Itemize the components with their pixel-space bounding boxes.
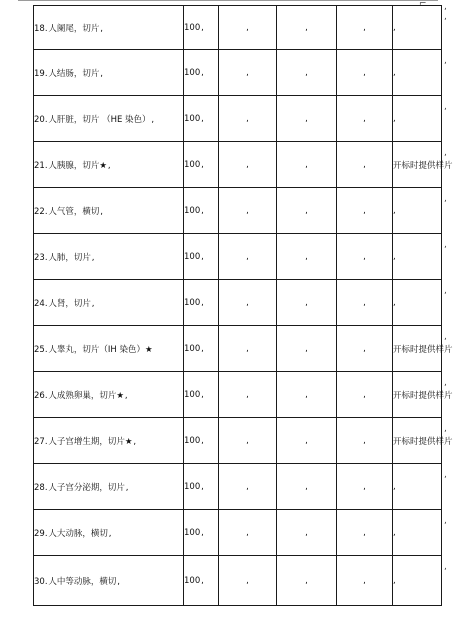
blank-cell: [277, 96, 337, 142]
note: 开标时提供样片: [393, 436, 453, 447]
item-name: 27. 人子宫增生期，切片★ ,: [34, 436, 137, 447]
quantity: 100 ,: [184, 113, 204, 124]
blank-cell: [337, 142, 393, 188]
quantity-cell: [184, 234, 219, 280]
cell-mark: ,: [305, 343, 308, 354]
cell-mark: ,: [363, 435, 366, 446]
table-row: [34, 372, 442, 418]
paragraph-mark: ,: [444, 561, 447, 572]
cell-mark: ,: [363, 389, 366, 400]
blank-cell: [219, 96, 277, 142]
paragraph-mark: ,: [444, 423, 447, 434]
table-row: [34, 280, 442, 326]
cell-mark: ,: [246, 113, 249, 124]
cell-mark: ,: [246, 481, 249, 492]
cell-mark: ,: [363, 343, 366, 354]
item-name-cell: [34, 326, 184, 372]
item-name: 18. 人阑尾，切片 ,: [34, 23, 103, 34]
note: ,: [393, 297, 396, 308]
quantity-cell: [184, 464, 219, 510]
paragraph-marks: [444, 0, 464, 621]
cell-mark: ,: [305, 67, 308, 78]
note-cell: [393, 326, 453, 372]
quantity: 100 ,: [184, 251, 204, 262]
cell-mark: ,: [363, 481, 366, 492]
cell-mark: ,: [363, 67, 366, 78]
table-row: [34, 556, 442, 606]
note: ,: [393, 527, 396, 538]
note: 开标时提供样片: [393, 390, 453, 401]
blank-cell: [277, 280, 337, 326]
quantity: 100 ,: [184, 67, 204, 78]
quantity: 100 ,: [184, 343, 204, 354]
item-name: 21. 人胰腺，切片★ ,: [34, 160, 111, 171]
blank-cell: [337, 6, 393, 50]
paragraph-mark: ,: [444, 331, 447, 342]
item-name-cell: [34, 6, 184, 50]
quantity-cell: [184, 280, 219, 326]
blank-cell: [219, 372, 277, 418]
cell-mark: ,: [363, 205, 366, 216]
corner-mark: ⌐: [419, 0, 427, 9]
note-cell: [393, 510, 442, 556]
item-name-cell: [34, 142, 184, 188]
item-name-cell: [34, 418, 184, 464]
blank-cell: [277, 510, 337, 556]
note-cell: [393, 280, 442, 326]
note: ,: [393, 251, 396, 262]
cell-mark: ,: [363, 251, 366, 262]
cell-mark: ,: [305, 113, 308, 124]
item-name: 23. 人肺，切片 ,: [34, 252, 95, 263]
cell-mark: ,: [363, 527, 366, 538]
quantity-cell: [184, 418, 219, 464]
quantity-cell: [184, 6, 219, 50]
blank-cell: [277, 234, 337, 280]
item-name-cell: [34, 188, 184, 234]
blank-cell: [219, 326, 277, 372]
item-name: 24. 人肾，切片 ,: [34, 298, 95, 309]
blank-cell: [219, 418, 277, 464]
quantity-cell: [184, 372, 219, 418]
note-cell: [393, 188, 442, 234]
blank-cell: [219, 556, 277, 606]
quantity: 100 ,: [184, 435, 204, 446]
blank-cell: [337, 510, 393, 556]
cell-mark: ,: [305, 159, 308, 170]
blank-cell: [277, 6, 337, 50]
item-name-cell: [34, 234, 184, 280]
blank-cell: [219, 50, 277, 96]
blank-cell: [337, 96, 393, 142]
item-name: 25. 人睾丸，切片（IH 染色）★: [34, 344, 153, 355]
paragraph-mark: ,: [444, 147, 447, 158]
cell-mark: ,: [363, 113, 366, 124]
item-name-cell: [34, 50, 184, 96]
cell-mark: ,: [363, 159, 366, 170]
note: ,: [393, 22, 396, 33]
table-row: [34, 510, 442, 556]
cell-mark: ,: [305, 205, 308, 216]
cell-mark: ,: [246, 67, 249, 78]
paragraph-mark: ,: [444, 239, 447, 250]
blank-cell: [337, 372, 393, 418]
cell-mark: ,: [363, 22, 366, 33]
quantity-cell: [184, 556, 219, 606]
note-cell: [393, 372, 453, 418]
blank-cell: [277, 464, 337, 510]
cell-mark: ,: [305, 435, 308, 446]
item-name-cell: [34, 280, 184, 326]
blank-cell: [277, 418, 337, 464]
cell-mark: ,: [305, 389, 308, 400]
quantity-cell: [184, 188, 219, 234]
note-cell: [393, 464, 442, 510]
blank-cell: [337, 418, 393, 464]
item-name: 22. 人气管，横切 ,: [34, 206, 103, 217]
blank-cell: [337, 188, 393, 234]
quantity-cell: [184, 326, 219, 372]
table-row: [34, 96, 442, 142]
blank-cell: [219, 464, 277, 510]
quantity-cell: [184, 142, 219, 188]
item-name-cell: [34, 372, 184, 418]
blank-cell: [277, 50, 337, 96]
blank-cell: [277, 142, 337, 188]
cell-mark: ,: [246, 159, 249, 170]
cell-mark: ,: [246, 435, 249, 446]
note-cell: [393, 142, 453, 188]
blank-cell: [337, 280, 393, 326]
quantity: 100 ,: [184, 481, 204, 492]
cell-mark: ,: [305, 481, 308, 492]
table-row: [34, 6, 442, 50]
quantity: 100 ,: [184, 159, 204, 170]
blank-cell: [219, 280, 277, 326]
note: ,: [393, 113, 396, 124]
table-row: [34, 142, 442, 188]
item-name-cell: [34, 96, 184, 142]
item-name-cell: [34, 510, 184, 556]
cell-mark: ,: [305, 297, 308, 308]
blank-cell: [337, 556, 393, 606]
cell-mark: ,: [246, 251, 249, 262]
cell-mark: ,: [363, 297, 366, 308]
quantity-cell: [184, 510, 219, 556]
table-row: [34, 50, 442, 96]
table-row: [34, 188, 442, 234]
note: ,: [393, 481, 396, 492]
paragraph-mark: ,: [444, 2, 447, 12]
note: 开标时提供样片: [393, 344, 453, 355]
note: ,: [393, 575, 396, 586]
note-cell: [393, 418, 453, 464]
cell-mark: ,: [246, 389, 249, 400]
header-rule: [18, 0, 438, 1]
cell-mark: ,: [363, 575, 366, 586]
item-name-cell: [34, 464, 184, 510]
cell-mark: ,: [246, 22, 249, 33]
note: 开标时提供样片: [393, 160, 453, 171]
blank-cell: [277, 556, 337, 606]
quantity: 100 ,: [184, 297, 204, 308]
cell-mark: ,: [305, 527, 308, 538]
table-row: [34, 234, 442, 280]
blank-cell: [219, 6, 277, 50]
quantity: 100 ,: [184, 527, 204, 538]
quantity: 100 ,: [184, 389, 204, 400]
specimen-table: [33, 5, 453, 606]
blank-cell: [219, 510, 277, 556]
note: ,: [393, 67, 396, 78]
item-name: 29. 人大动脉，横切 ,: [34, 528, 112, 539]
item-name: 20. 人肝脏，切片 （HE 染色） ,: [34, 114, 155, 125]
note-cell: [393, 556, 442, 606]
cell-mark: ,: [246, 205, 249, 216]
paragraph-mark: ,: [444, 11, 447, 22]
cell-mark: ,: [246, 297, 249, 308]
table-row: [34, 418, 442, 464]
item-name-cell: [34, 556, 184, 606]
cell-mark: ,: [305, 575, 308, 586]
blank-cell: [219, 142, 277, 188]
paragraph-mark: ,: [444, 55, 447, 66]
item-name: 28. 人子宫分泌期，切片 ,: [34, 482, 129, 493]
item-name: 30. 人中等动脉，横切 ,: [34, 576, 120, 587]
quantity: 100 ,: [184, 205, 204, 216]
paragraph-mark: ,: [444, 285, 447, 296]
blank-cell: [277, 188, 337, 234]
paragraph-mark: ,: [444, 101, 447, 112]
item-name: 19. 人结肠，切片 ,: [34, 68, 103, 79]
paragraph-mark: ,: [444, 515, 447, 526]
blank-cell: [277, 372, 337, 418]
blank-cell: [337, 326, 393, 372]
blank-cell: [337, 464, 393, 510]
blank-cell: [219, 234, 277, 280]
cell-mark: ,: [305, 22, 308, 33]
table-body: [34, 6, 453, 606]
blank-cell: [219, 188, 277, 234]
table-row: [34, 464, 442, 510]
note-cell: [393, 50, 442, 96]
quantity-cell: [184, 50, 219, 96]
cell-mark: ,: [246, 527, 249, 538]
paragraph-mark: ,: [444, 193, 447, 204]
blank-cell: [277, 326, 337, 372]
paragraph-mark: ,: [444, 377, 447, 388]
note: ,: [393, 205, 396, 216]
paragraph-mark: ,: [444, 469, 447, 480]
quantity: 100 ,: [184, 22, 204, 33]
quantity: 100 ,: [184, 575, 204, 586]
blank-cell: [337, 50, 393, 96]
item-name: 26. 人成熟卵巢，切片★ ,: [34, 390, 128, 401]
blank-cell: [337, 234, 393, 280]
note-cell: [393, 234, 442, 280]
cell-mark: ,: [305, 251, 308, 262]
cell-mark: ,: [246, 343, 249, 354]
cell-mark: ,: [246, 575, 249, 586]
note-cell: [393, 96, 442, 142]
quantity-cell: [184, 96, 219, 142]
note-cell: [393, 6, 442, 50]
table-row: [34, 326, 442, 372]
